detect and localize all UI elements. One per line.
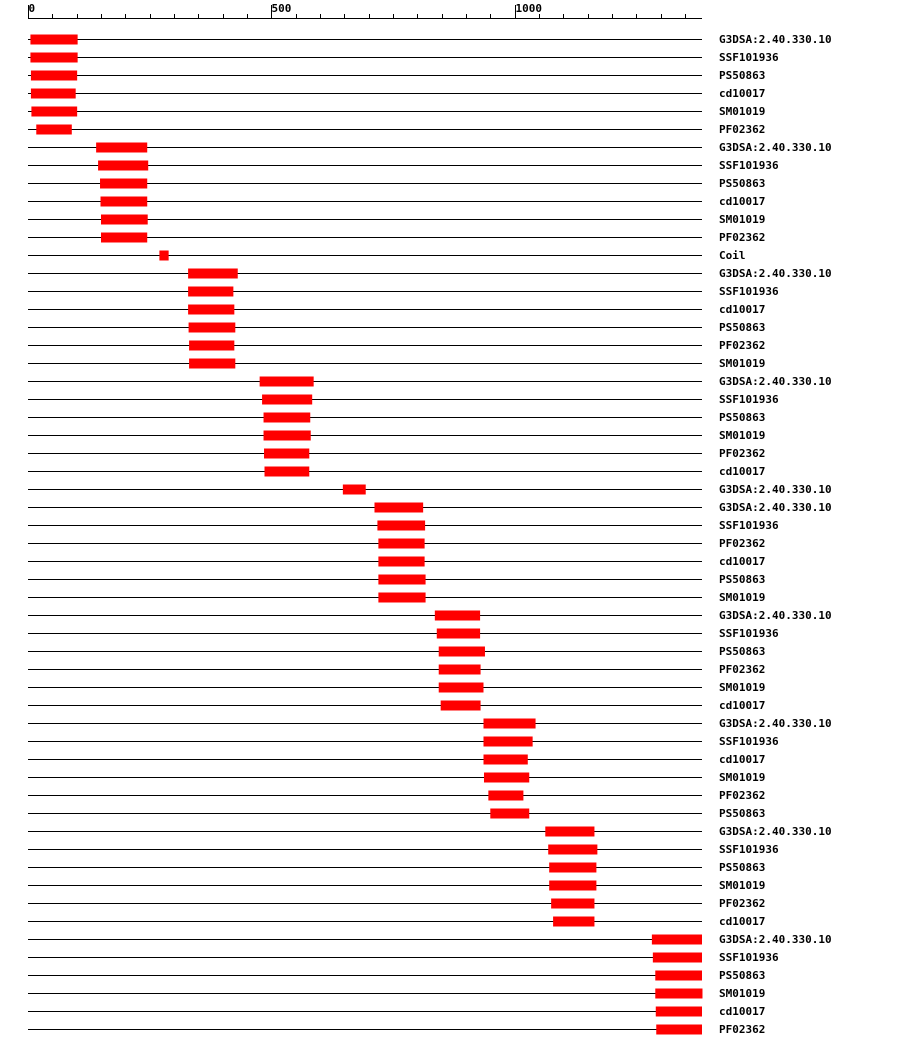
row-label: PS50863 <box>719 177 766 190</box>
row-label: SSF101936 <box>719 285 779 298</box>
domain-row <box>28 663 765 676</box>
domain-row <box>28 825 832 838</box>
row-label: SSF101936 <box>719 393 779 406</box>
row-label: PS50863 <box>719 573 766 586</box>
domain-row <box>28 933 832 946</box>
row-label: PF02362 <box>719 1023 766 1036</box>
row-label: SSF101936 <box>719 159 779 172</box>
domain-bar <box>549 863 596 873</box>
domain-bar <box>260 377 314 387</box>
domain-bar <box>483 737 532 747</box>
domain-bar <box>656 1007 702 1017</box>
scale-axis <box>28 2 702 19</box>
domain-bar <box>441 701 481 711</box>
row-label: SM01019 <box>719 591 766 604</box>
row-label: cd10017 <box>719 753 766 766</box>
domain-bar <box>551 899 594 909</box>
domain-row <box>28 969 765 982</box>
row-label: SSF101936 <box>719 627 779 640</box>
domain-row <box>28 123 765 136</box>
domain-bar <box>265 467 310 477</box>
domain-row <box>28 33 832 46</box>
domain-bar <box>655 989 702 999</box>
domain-row <box>28 159 779 172</box>
domain-row <box>28 627 779 640</box>
domain-bar <box>374 503 423 513</box>
domain-row <box>28 843 779 856</box>
row-label: PF02362 <box>719 123 766 136</box>
row-label: G3DSA:2.40.330.10 <box>719 501 832 514</box>
domain-bar <box>189 341 234 351</box>
domain-bar <box>378 593 425 603</box>
row-label: G3DSA:2.40.330.10 <box>719 33 832 46</box>
row-label: SM01019 <box>719 771 766 784</box>
domain-row <box>28 897 765 910</box>
row-label: cd10017 <box>719 303 766 316</box>
domain-row <box>28 429 765 442</box>
row-label: G3DSA:2.40.330.10 <box>719 267 832 280</box>
domain-bar <box>30 53 77 63</box>
row-label: cd10017 <box>719 465 766 478</box>
domain-bar <box>36 125 72 135</box>
domain-row <box>28 285 779 298</box>
domain-row <box>28 519 779 532</box>
domain-bar <box>189 323 236 333</box>
row-label: SM01019 <box>719 681 766 694</box>
row-label: SM01019 <box>719 987 766 1000</box>
domain-bar <box>264 449 309 459</box>
domain-row <box>28 393 779 406</box>
domain-bar <box>378 557 424 567</box>
row-label: PF02362 <box>719 897 766 910</box>
domain-row <box>28 249 746 262</box>
domain-row <box>28 789 765 802</box>
row-label: PS50863 <box>719 969 766 982</box>
domain-bar <box>490 809 529 819</box>
domain-bar <box>159 251 168 261</box>
domain-bar <box>545 827 594 837</box>
domain-row <box>28 177 765 190</box>
domain-row <box>28 69 765 82</box>
axis-tick-label: 0 <box>28 2 36 15</box>
domain-row <box>28 591 765 604</box>
domain-bar <box>549 881 596 891</box>
row-label: cd10017 <box>719 915 766 928</box>
domain-row <box>28 105 765 118</box>
domain-bar <box>101 233 147 243</box>
row-label: PF02362 <box>719 231 766 244</box>
domain-row <box>28 987 765 1000</box>
domain-bar <box>652 935 702 945</box>
domain-bar <box>378 539 424 549</box>
domain-row <box>28 447 765 460</box>
row-label: SSF101936 <box>719 951 779 964</box>
domain-row <box>28 501 832 514</box>
domain-row <box>28 483 832 496</box>
row-label: SSF101936 <box>719 51 779 64</box>
axis-tick-label: 1000 <box>515 2 542 15</box>
row-label: SSF101936 <box>719 519 779 532</box>
domain-bar <box>484 773 529 783</box>
domain-bar <box>656 1025 702 1035</box>
domain-row <box>28 753 765 766</box>
domain-bar <box>439 683 484 693</box>
domain-bar <box>101 215 148 225</box>
domain-bar <box>488 791 523 801</box>
domain-bar <box>378 575 425 585</box>
domain-bar <box>100 179 147 189</box>
row-label: G3DSA:2.40.330.10 <box>719 609 832 622</box>
row-label: PS50863 <box>719 807 766 820</box>
domain-bar <box>653 953 702 963</box>
row-label: cd10017 <box>719 555 766 568</box>
row-label: cd10017 <box>719 699 766 712</box>
domain-bar <box>439 665 481 675</box>
row-label: PS50863 <box>719 411 766 424</box>
row-label: PF02362 <box>719 663 766 676</box>
row-label: SSF101936 <box>719 735 779 748</box>
domain-row <box>28 303 765 316</box>
domain-row <box>28 861 765 874</box>
domain-row <box>28 807 765 820</box>
domain-bar <box>31 71 77 81</box>
domain-row <box>28 411 765 424</box>
row-label: PS50863 <box>719 321 766 334</box>
row-label: SM01019 <box>719 105 766 118</box>
domain-row <box>28 87 765 100</box>
row-label: PF02362 <box>719 447 766 460</box>
domain-row <box>28 357 765 370</box>
row-label: SM01019 <box>719 357 766 370</box>
row-label: PS50863 <box>719 861 766 874</box>
row-label: cd10017 <box>719 1005 766 1018</box>
domain-bar <box>483 719 535 729</box>
row-label: cd10017 <box>719 195 766 208</box>
domain-bar <box>188 287 233 297</box>
domain-bar <box>189 359 235 369</box>
domain-row <box>28 951 779 964</box>
row-label: PF02362 <box>719 789 766 802</box>
domain-bar <box>437 629 480 639</box>
domain-bar <box>98 161 148 171</box>
domain-row <box>28 645 765 658</box>
domain-bar <box>435 611 480 621</box>
row-label: cd10017 <box>719 87 766 100</box>
row-label: Coil <box>719 249 746 262</box>
row-label: PF02362 <box>719 537 766 550</box>
domain-row <box>28 699 765 712</box>
row-label: SM01019 <box>719 429 766 442</box>
domain-row <box>28 879 765 892</box>
domain-rows <box>28 33 832 1036</box>
row-label: SM01019 <box>719 213 766 226</box>
row-label: G3DSA:2.40.330.10 <box>719 375 832 388</box>
domain-bar <box>31 107 77 117</box>
row-label: PF02362 <box>719 339 766 352</box>
domain-bar <box>30 35 77 45</box>
domain-row <box>28 231 765 244</box>
row-label: PS50863 <box>719 69 766 82</box>
domain-row <box>28 375 832 388</box>
domain-bar <box>264 413 311 423</box>
row-label: SM01019 <box>719 879 766 892</box>
domain-row <box>28 555 765 568</box>
domain-bar <box>31 89 76 99</box>
domain-row <box>28 573 765 586</box>
domain-row <box>28 267 832 280</box>
domain-row <box>28 717 832 730</box>
domain-row <box>28 681 765 694</box>
axis-tick-label: 500 <box>271 2 292 15</box>
domain-bar <box>188 269 238 279</box>
row-label: G3DSA:2.40.330.10 <box>719 717 832 730</box>
domain-bar <box>548 845 597 855</box>
row-label: PS50863 <box>719 645 766 658</box>
row-label: G3DSA:2.40.330.10 <box>719 825 832 838</box>
row-label: G3DSA:2.40.330.10 <box>719 141 832 154</box>
domain-bar <box>264 431 311 441</box>
domain-row <box>28 321 765 334</box>
domain-bar <box>96 143 147 153</box>
domain-row <box>28 51 779 64</box>
domain-bar <box>439 647 485 657</box>
domain-row <box>28 771 765 784</box>
domain-row <box>28 735 779 748</box>
row-label: G3DSA:2.40.330.10 <box>719 933 832 946</box>
domain-row <box>28 195 765 208</box>
domain-row <box>28 609 832 622</box>
domain-bar <box>343 485 366 495</box>
row-label: SSF101936 <box>719 843 779 856</box>
domain-row <box>28 537 765 550</box>
domain-row <box>28 1005 765 1018</box>
domain-row <box>28 141 832 154</box>
domain-bar <box>377 521 425 531</box>
domain-row <box>28 339 765 352</box>
domain-bar <box>188 305 234 315</box>
row-label: G3DSA:2.40.330.10 <box>719 483 832 496</box>
domain-bar <box>553 917 594 927</box>
domain-row <box>28 213 765 226</box>
domain-bar <box>655 971 702 981</box>
domain-row <box>28 465 765 478</box>
domain-row <box>28 915 765 928</box>
domain-row <box>28 1023 765 1036</box>
domain-bar <box>483 755 527 765</box>
domain-bar <box>262 395 312 405</box>
domain-bar <box>101 197 148 207</box>
